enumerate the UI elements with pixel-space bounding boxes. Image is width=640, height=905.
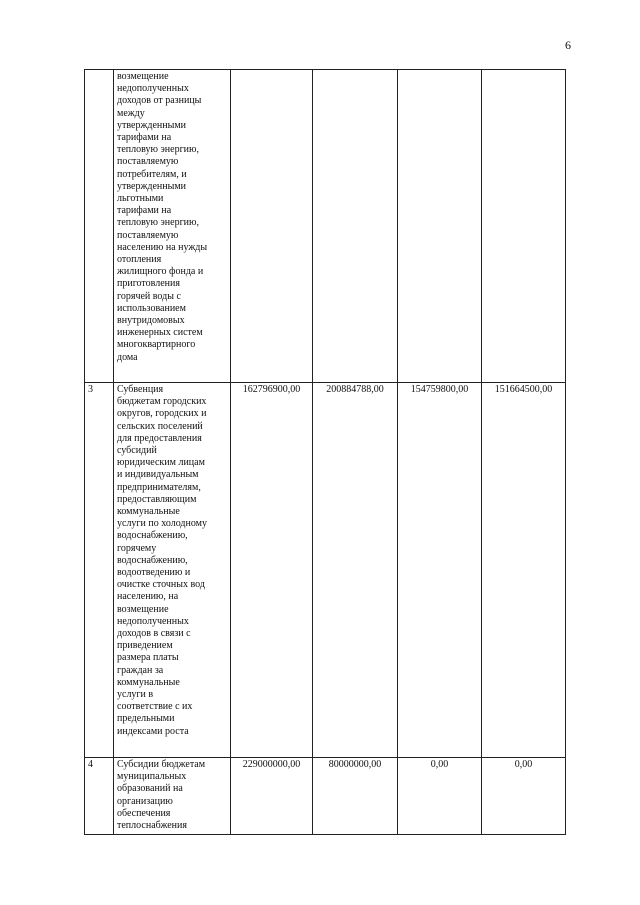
table-row [85, 758, 566, 835]
value-cell: 0,00 [482, 758, 566, 835]
row-description-cell: возмещение недополученных доходов от разницы между утвержденными тарифами на тепловую энергию, поставляемую потребителям, и утвержденными льготными тарифами на тепловую энергию, поставляемую населению на нужды отопления жилищного фонда и приготовления горячей воды с использованием внутридомовых инженерных систем многоквартирного дома [114, 70, 231, 383]
value-cell: 151664500,00 [482, 383, 566, 758]
row-index-cell [85, 70, 114, 383]
value-cell [231, 70, 313, 383]
value-cell: 154759800,00 [398, 383, 482, 758]
page-number: 6 [565, 38, 571, 52]
table-row [85, 383, 566, 758]
table-row [85, 70, 566, 383]
value-cell [398, 70, 482, 383]
value-cell: 162796900,00 [231, 383, 313, 758]
row-index-cell: 3 [85, 383, 114, 758]
row-description-cell: Субсидии бюджетам муниципальных образований на организацию обеспечения теплоснабжения [114, 758, 231, 835]
row-description-cell: Субвенция бюджетам городских округов, городских и сельских поселений для предоставления субсидий юридическим лицам и индивидуальным предпринимателям, предоставляющим коммунальные услуги по холодному водоснабжению, горячему водоснабжению, водоотведению и очистке сточных вод населению, на возмещение недополученных доходов в связи с приведением размера платы граждан за коммунальные услуги в соответствие с их предельными индексами роста [114, 383, 231, 758]
value-cell [482, 70, 566, 383]
value-cell [313, 70, 398, 383]
row-index-cell: 4 [85, 758, 114, 835]
budget-table [84, 69, 566, 835]
value-cell: 0,00 [398, 758, 482, 835]
value-cell: 200884788,00 [313, 383, 398, 758]
value-cell: 229000000,00 [231, 758, 313, 835]
value-cell: 80000000,00 [313, 758, 398, 835]
